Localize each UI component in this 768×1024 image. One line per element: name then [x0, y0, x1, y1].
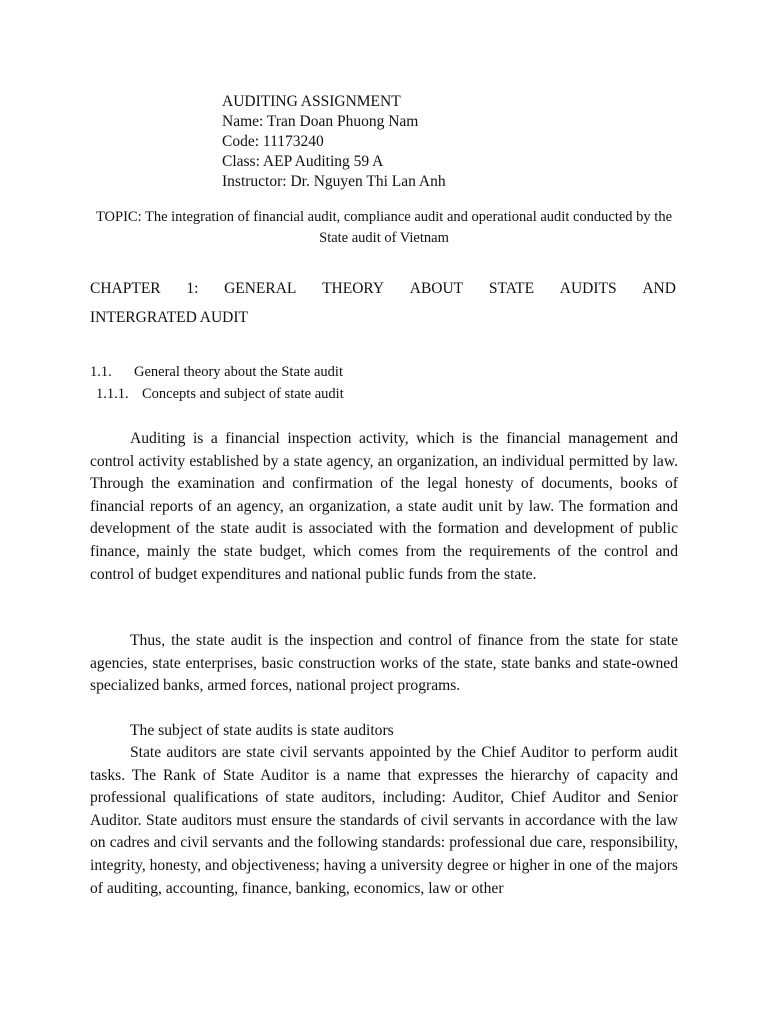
section-title: General theory about the State audit: [134, 364, 343, 380]
chapter-word: AND: [642, 280, 676, 297]
instructor-name: Instructor: Dr. Nguyen Thi Lan Anh: [222, 173, 446, 190]
chapter-heading-line2: INTERGRATED AUDIT: [90, 309, 248, 326]
paragraph-state-audit-scope: Thus, the state audit is the inspection and control of finance from the state for state agencies, state enterprises, basic construction works of the state, state banks and state-owned specialized banks, armed forces, national project programs.: [90, 632, 678, 695]
subject-of-state-audits: The subject of state audits is state auditors: [130, 722, 394, 739]
chapter-word: GENERAL: [224, 280, 297, 297]
chapter-word: THEORY: [322, 280, 385, 297]
section-1-1-1-heading: [96, 384, 344, 404]
chapter-heading: [90, 274, 676, 332]
class-name: Class: AEP Auditing 59 A: [222, 153, 384, 170]
chapter-heading-line1: [90, 274, 676, 303]
chapter-word: 1:: [186, 280, 199, 297]
assignment-header: [222, 92, 702, 192]
chapter-word: CHAPTER: [90, 280, 161, 297]
paragraph-auditing-definition: Auditing is a financial inspection activity, which is the financial management and control activity established by a state agency, an organization, an individual permitted by law. Through the examination and confirmation of the legal honesty of documents, books of financial reports of an agency, an organization, a state audit unit by law. The formation and development of the state audit is associated with the formation and development of public finance, mainly the state budget, which comes from the requirements of the control and control of budget expenditures and national public funds from the state.: [90, 430, 678, 583]
student-code: Code: 11173240: [222, 133, 324, 150]
chapter-word: AUDITS: [559, 280, 617, 297]
chapter-word: ABOUT: [409, 280, 464, 297]
topic-heading: TOPIC: The integration of financial audit, compliance audit and operational audit conducted by the State audit of Vietnam: [95, 209, 673, 246]
student-name: Name: Tran Doan Phuong Nam: [222, 113, 419, 130]
section-number: 1.1.1.: [96, 386, 129, 402]
section-number: 1.1.: [90, 364, 112, 380]
assignment-title: AUDITING ASSIGNMENT: [222, 93, 401, 110]
paragraph-state-auditors: State auditors are state civil servants appointed by the Chief Auditor to perform audit tasks. The Rank of State Auditor is a name that expresses the hierarchy of capacity and professional qualifications of state auditors, including: Auditor, Chief Auditor and Senior Auditor. State auditors must ensure the standards of civil servants in accordance with the law on cadres and civil servants and the following standards: professional due care, responsibility, integrity, honesty, and objectiveness; having a university degree or higher in one of the majors of auditing, accounting, finance, banking, economics, law or other: [90, 744, 678, 897]
section-title: Concepts and subject of state audit: [142, 386, 344, 402]
section-1-1-heading: [90, 362, 343, 382]
chapter-word: STATE: [488, 280, 535, 297]
